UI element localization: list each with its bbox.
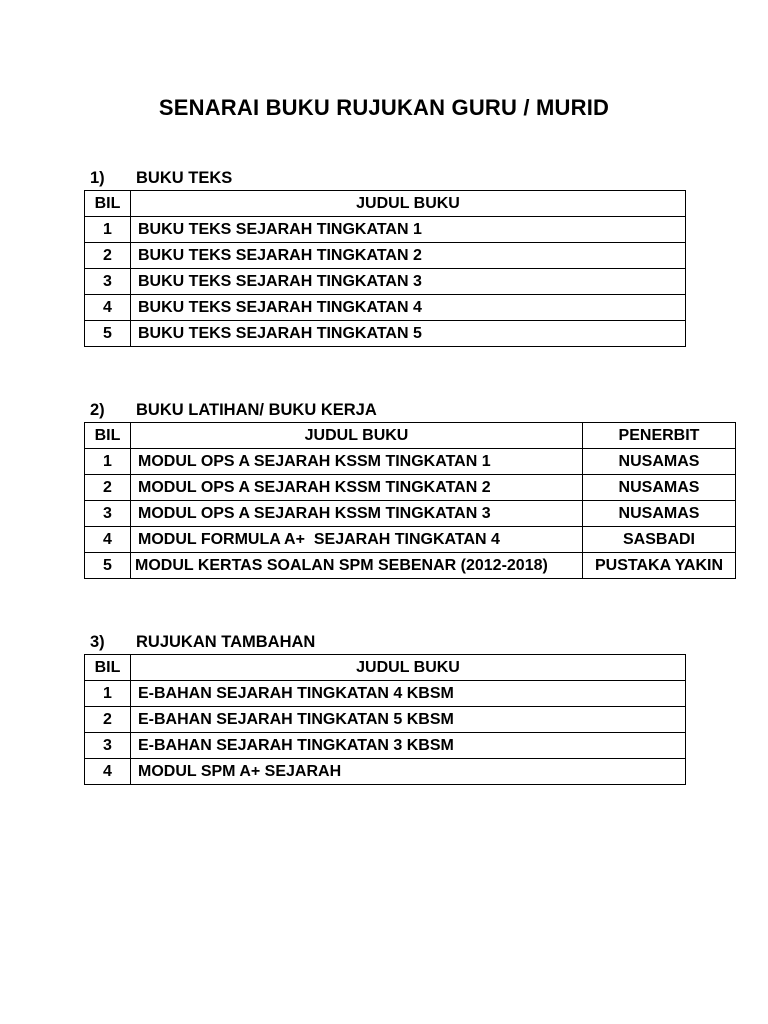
table-row (85, 759, 686, 785)
book-title: BUKU TEKS SEJARAH TINGKATAN 2 (131, 243, 686, 269)
publisher: NUSAMAS (583, 449, 736, 475)
book-title: E-BAHAN SEJARAH TINGKATAN 4 KBSM (131, 681, 686, 707)
section-title: BUKU LATIHAN/ BUKU KERJA (136, 401, 377, 419)
book-title: E-BAHAN SEJARAH TINGKATAN 5 KBSM (131, 707, 686, 733)
publisher: NUSAMAS (583, 501, 736, 527)
table-row (85, 553, 736, 579)
table-header-row (85, 655, 686, 681)
book-title: BUKU TEKS SEJARAH TINGKATAN 3 (131, 269, 686, 295)
section-buku-teks (84, 166, 686, 347)
row-number: 2 (85, 707, 131, 733)
table-row (85, 681, 686, 707)
table-row (85, 707, 686, 733)
row-number: 1 (85, 449, 131, 475)
publisher: PUSTAKA YAKIN (583, 553, 736, 579)
row-number: 1 (85, 681, 131, 707)
table-row (85, 501, 736, 527)
column-header-bil: BIL (85, 423, 131, 449)
book-title: BUKU TEKS SEJARAH TINGKATAN 4 (131, 295, 686, 321)
section-number: 2) (90, 401, 105, 419)
page-title: SENARAI BUKU RUJUKAN GURU / MURID (158, 95, 610, 120)
book-table (84, 190, 686, 347)
section-heading (84, 166, 686, 190)
row-number: 4 (85, 295, 131, 321)
table-row (85, 475, 736, 501)
book-title: MODUL OPS A SEJARAH KSSM TINGKATAN 3 (131, 501, 583, 527)
row-number: 5 (85, 553, 131, 579)
section-number: 3) (90, 633, 105, 651)
table-row (85, 243, 686, 269)
section-heading (84, 398, 736, 422)
table-row (85, 321, 686, 347)
book-title: MODUL OPS A SEJARAH KSSM TINGKATAN 2 (131, 475, 583, 501)
section-buku-latihan (84, 398, 736, 579)
row-number: 3 (85, 733, 131, 759)
section-title: BUKU TEKS (136, 169, 233, 187)
book-title: E-BAHAN SEJARAH TINGKATAN 3 KBSM (131, 733, 686, 759)
table-header-row (85, 191, 686, 217)
row-number: 1 (85, 217, 131, 243)
book-title: MODUL OPS A SEJARAH KSSM TINGKATAN 1 (131, 449, 583, 475)
publisher: NUSAMAS (583, 475, 736, 501)
column-header-judul: JUDUL BUKU (131, 191, 686, 217)
row-number: 3 (85, 501, 131, 527)
table-row (85, 449, 736, 475)
book-title: MODUL KERTAS SOALAN SPM SEBENAR (2012-2018) (131, 553, 583, 579)
book-table (84, 654, 686, 785)
section-number: 1) (90, 169, 105, 187)
column-header-bil: BIL (85, 655, 131, 681)
table-header-row (85, 423, 736, 449)
row-number: 3 (85, 269, 131, 295)
publisher: SASBADI (583, 527, 736, 553)
row-number: 5 (85, 321, 131, 347)
column-header-judul: JUDUL BUKU (131, 423, 583, 449)
column-header-bil: BIL (85, 191, 131, 217)
book-title: MODUL SPM A+ SEJARAH (131, 759, 686, 785)
section-heading (84, 630, 686, 654)
table-row (85, 527, 736, 553)
column-header-penerbit: PENERBIT (583, 423, 736, 449)
book-table (84, 422, 736, 579)
book-title: BUKU TEKS SEJARAH TINGKATAN 5 (131, 321, 686, 347)
section-rujukan-tambahan (84, 630, 686, 785)
book-title: BUKU TEKS SEJARAH TINGKATAN 1 (131, 217, 686, 243)
section-title: RUJUKAN TAMBAHAN (136, 633, 316, 651)
table-row (85, 733, 686, 759)
table-row (85, 269, 686, 295)
row-number: 4 (85, 759, 131, 785)
row-number: 2 (85, 475, 131, 501)
column-header-judul: JUDUL BUKU (131, 655, 686, 681)
table-row (85, 217, 686, 243)
table-row (85, 295, 686, 321)
row-number: 2 (85, 243, 131, 269)
book-title: MODUL FORMULA A+ SEJARAH TINGKATAN 4 (131, 527, 583, 553)
row-number: 4 (85, 527, 131, 553)
